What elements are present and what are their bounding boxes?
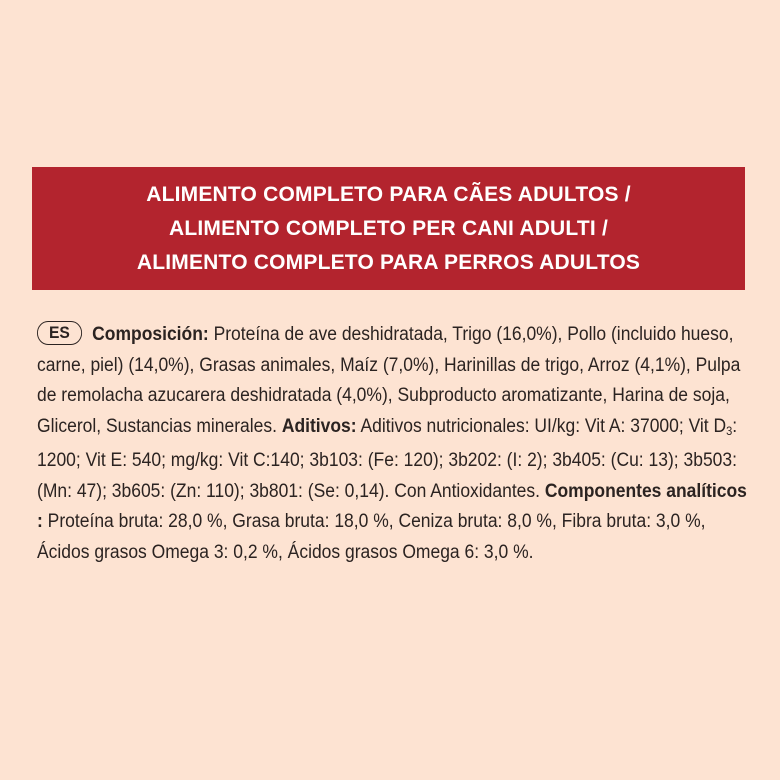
additives-text-after-d3: : 1200; Vit E: 540; mg/kg: Vit C:140; 3b103: (Fe: 120); 3b202: (I: 2); 3b405: (Cu: 13); 3b503: (Mn: 47); 3b605: (Zn: 110); 3b801: (Se: 0,14). Con Antioxidantes. — [37, 415, 738, 502]
product-title-banner — [32, 167, 745, 290]
analytic-label: Componentes analíticos : — [37, 480, 747, 532]
additives-label: Aditivos: — [281, 415, 357, 437]
analytic-text: Proteína bruta: 28,0 %, Grasa bruta: 18,0 %, Ceniza bruta: 8,0 %, Fibra bruta: 3,0 %, Ácidos grasos Omega 3: 0,2 %, Ácidos grasos Omega 6: 3,0 %. — [37, 511, 706, 563]
banner-title-italian: ALIMENTO COMPLETO PER CANI ADULTI / — [168, 216, 609, 240]
composition-label: Composición: — [92, 324, 209, 345]
banner-title-portuguese: ALIMENTO COMPLETO PARA CÃES ADULTOS / — [146, 182, 631, 206]
language-badge: ES — [37, 321, 82, 345]
composition-block — [37, 320, 749, 568]
composition-text: Proteína de ave deshidratada, Trigo (16,0%), Pollo (incluido hueso, carne, piel) (14,0%), Grasas animales, Maíz (7,0%), Harinillas de trigo, Arroz (4,1%), Pulpa de remolacha azucarera deshidratada (4,0%), Subproducto aromatizante, Harina de soja, Glicerol, Sustancias minerales. — [37, 324, 741, 437]
composition-paragraph — [37, 320, 749, 568]
additives-d3-subscript: 3 — [726, 423, 733, 438]
additives-text-before-d3: Aditivos nutricionales: UI/kg: Vit A: 37000; Vit D — [356, 415, 727, 437]
banner-title-spanish: ALIMENTO COMPLETO PARA PERROS ADULTOS — [136, 250, 641, 274]
